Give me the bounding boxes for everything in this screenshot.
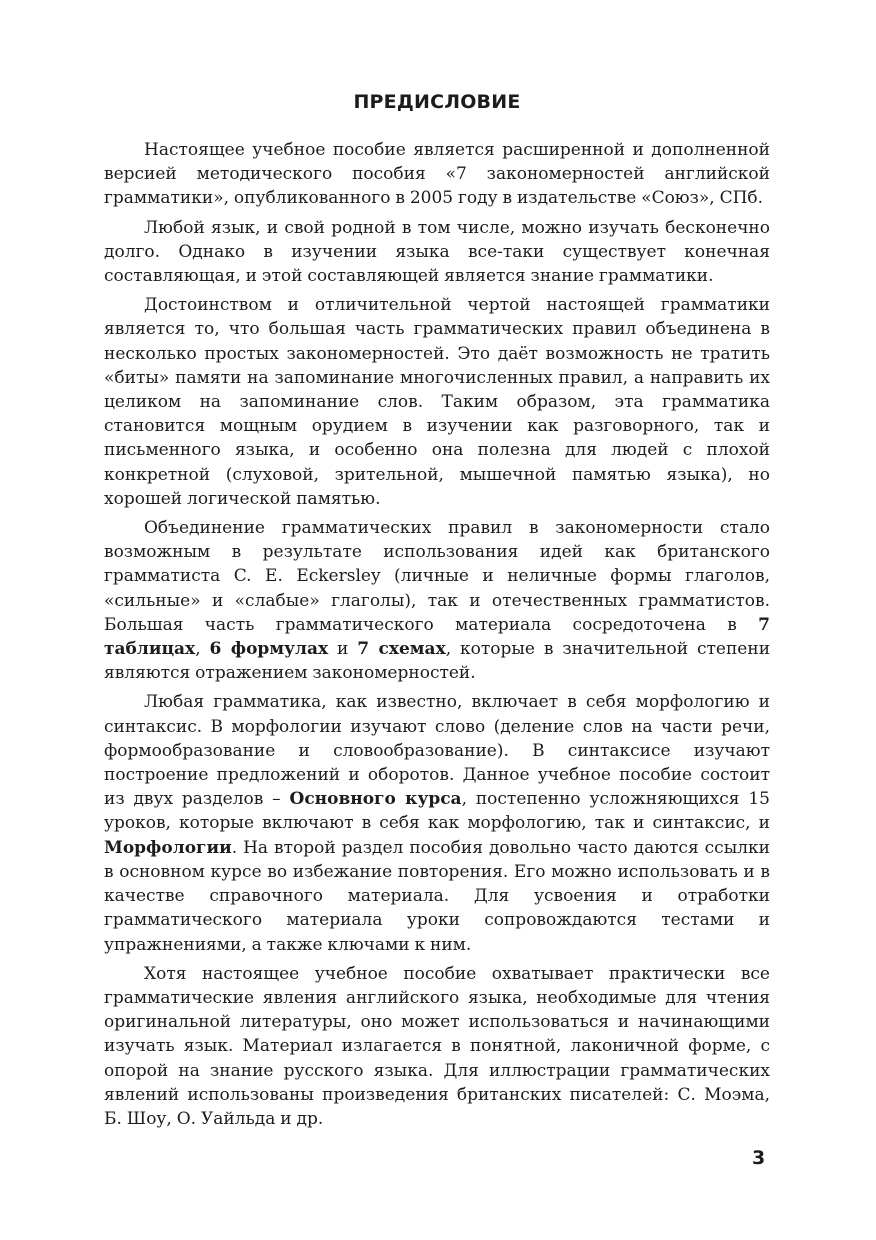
paragraph-4-bold-formulas: 6 формулах	[209, 639, 329, 660]
paragraph-4-text-1: Объединение грамматических правил в закономерности стало возможным в результате использования идей как британского грамматиста C. E. Eckersley (личные и неличные формы глаголов, «сильные» и «слабые» глаголы), так и отечественных грамматистов. Большая часть грамматического материала сосредоточена в	[104, 518, 770, 635]
paragraph-4	[104, 516, 770, 685]
paragraph-5-text-1: Любая грамматика, как известно, включает в себя морфологию и синтаксис. В морфологии изучают слово (деление слов на части речи, формообразование и словообразование). В синтаксисе изучают построение предложений и оборотов. Данное учебное пособие состоит из двух разделов –	[104, 692, 770, 810]
paragraph-4-text-2: , которые в значительной степени являются отражением закономерностей.	[104, 639, 771, 684]
paragraph-3: Достоинством и отличительной чертой настоящей грамматики является то, что большая часть грамматических правил объединена в несколько простых закономерностей. Это даёт возможность не тратить «биты» памяти на запоминание многочисленных правил, а направить их целиком на запоминание слов. Таким образом, эта грамматика становится мощным орудием в изучении как разговорного, так и письменного языка, и особенно она полезна для людей с плохой конкретной (слуховой, зрительной, мышечной памятью языка), но хорошей логической памятью.	[104, 295, 770, 509]
paragraph-6: Хотя настоящее учебное пособие охватывает практически все грамматические явления английского языка, необходимые для чтения оригинальной литературы, оно может использоваться и начинающими изучать язык. Материал излагается в понятной, лаконичной форме, с опорой на знание русского языка. Для иллюстрации грамматических явлений использованы произведения британских писателей: С. Моэма, Б. Шоу, О. Уайльда и др.	[104, 963, 770, 1129]
paragraph-5-bold-morphology: Морфологии	[104, 837, 232, 858]
page-content	[104, 86, 770, 1136]
paragraph-5	[104, 690, 770, 956]
page-number: 3	[752, 1147, 766, 1169]
paragraph-2: Любой язык, и свой родной в том числе, можно изучать бесконечно долго. Однако в изучении языка все-таки существует конечная составляющая, и этой составляющей является знание грамматики.	[104, 217, 770, 287]
paragraph-5-text-3: . На второй раздел пособия довольно часто даются ссылки в основном курсе во избежание повторения. Его можно использовать и в качестве справочного материала. Для усвоения и отработки грамматического материала уроки сопровождаются тестами и упражнениями, а также ключами к ним.	[104, 837, 770, 955]
paragraph-5-bold-main-course: Основного курса	[289, 789, 462, 810]
paragraph-4-separator-2: и	[328, 639, 358, 660]
paragraph-4-bold-tables: 7 таблицах	[104, 614, 770, 660]
paragraph-4-bold-schemes: 7 схемах	[357, 639, 446, 660]
paragraph-4-separator-1: ,	[195, 639, 210, 660]
paragraph-1: Настоящее учебное пособие является расширенной и дополненной версией методического пособия «7 закономерностей английской грамматики», опубликованного в 2005 году в издательстве «Союз», СПб.	[104, 140, 770, 209]
paragraph-5-text-2: , постепенно усложняющихся 15 уроков, которые включают в себя как морфологию, так и синтаксис, и	[104, 789, 770, 834]
page-title: ПРЕДИСЛОВИЕ	[353, 91, 521, 113]
